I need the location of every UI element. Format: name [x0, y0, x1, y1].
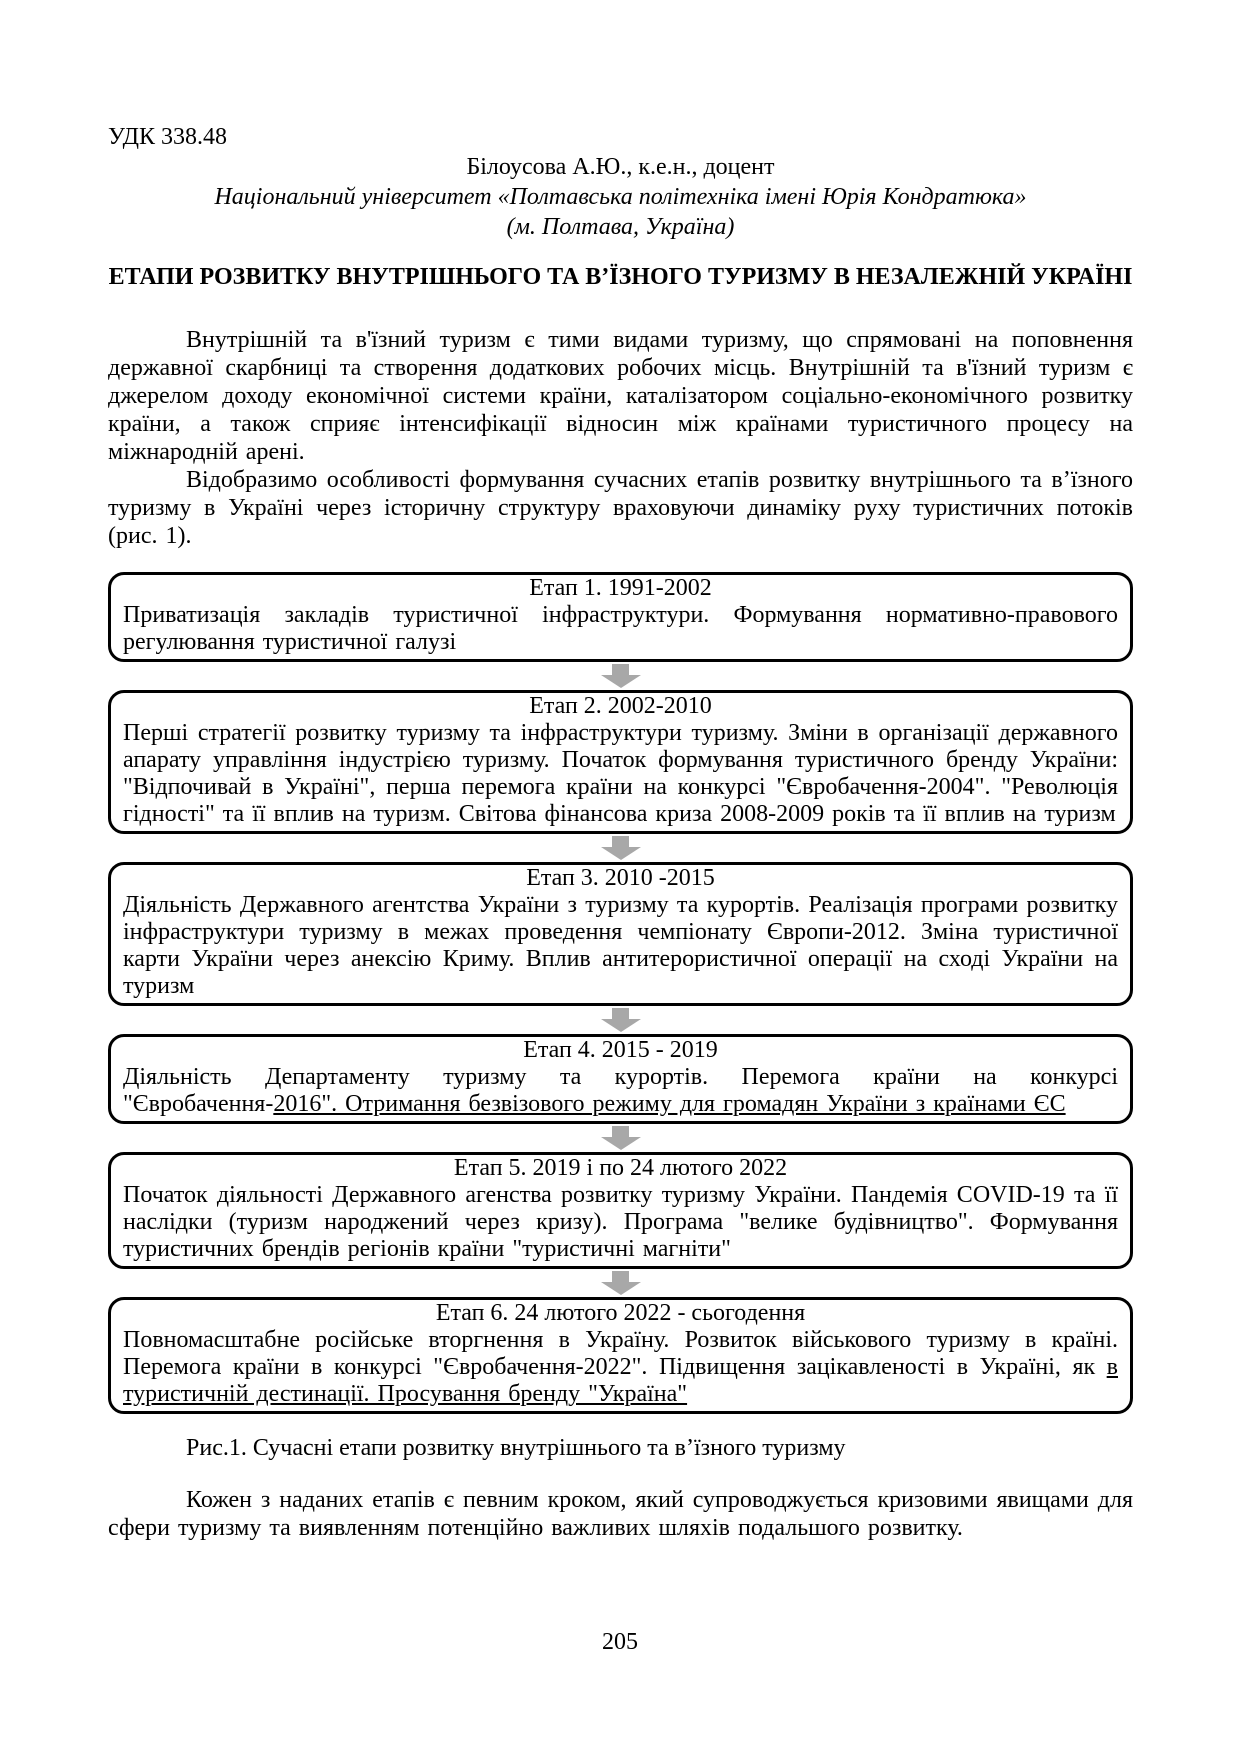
down-arrow-icon	[601, 836, 641, 860]
stage-body	[123, 1064, 1118, 1118]
stages-figure	[108, 572, 1133, 1462]
stage-title: Етап 3. 2010 -2015	[526, 865, 715, 891]
stage-box-6	[108, 1297, 1133, 1414]
stage-body-text: Повномасштабне російське вторгнення в Україну. Розвиток військового туризму в країні. Перемога країни в конкурсі "Євробачення-2022". Підвищення зацікавленості в Україні, як	[123, 1327, 1118, 1380]
arrow-head	[601, 675, 641, 688]
stage-body	[123, 602, 1118, 656]
stage-box-5	[108, 1152, 1133, 1269]
arrow-head	[601, 1137, 641, 1150]
arrow-shaft	[612, 1008, 629, 1019]
location-line: (м. Полтава, Україна)	[506, 214, 735, 240]
stage-body-underlined-text: 2016". Отримання безвізового режиму для громадян України з країнами ЄС	[273, 1091, 1066, 1117]
paragraph-intro: Внутрішній та в'їзний туризм є тими видами туризму, що спрямовані на поповнення державної скарбниці та створення додаткових робочих місць. Внутрішній та в'їзний туризм є джерелом доходу економічної системи країни, каталізатором соціально-економічного розвитку країни, а також сприяє інтенсифікації відносин між країнами туристичного процесу на міжнародній арені.	[108, 327, 1133, 465]
author-line: Білоусова А.Ю., к.е.н., доцент	[466, 154, 775, 180]
article-title: ЕТАПИ РОЗВИТКУ ВНУТРІШНЬОГО ТА В’ЇЗНОГО ТУРИЗМУ В НЕЗАЛЕЖНІЙ УКРАЇНІ	[108, 264, 1133, 290]
stage-title: Етап 5. 2019 і по 24 лютого 2022	[453, 1155, 788, 1181]
down-arrow-icon	[601, 1126, 641, 1150]
arrow-shaft	[612, 1271, 629, 1282]
down-arrow-icon	[601, 1008, 641, 1032]
stage-body	[123, 892, 1118, 1000]
stage-body-text: Діяльність Державного агентства України з туризму та курортів. Реалізація програми розвитку інфраструктури туризму в межах проведення чемпіонату Європи-2012. Зміна туристичної карти України через анексію Криму. Вплив антитерористичної операції на сході України на туризм	[123, 892, 1118, 999]
stage-title: Етап 2. 2002-2010	[529, 693, 712, 719]
stage-title: Етап 4. 2015 - 2019	[523, 1037, 718, 1063]
arrow-head	[601, 1282, 641, 1295]
page-number: 205	[602, 1629, 638, 1655]
stage-body-text: Початок діяльності Державного агенства розвитку туризму України. Пандемія COVID-19 та її наслідки (туризм народжений через кризу). Програма "велике будівництво". Формування туристичних брендів регіонів країни "туристичні магніти"	[123, 1182, 1118, 1262]
arrow-head	[601, 847, 641, 860]
stage-title: Етап 6. 24 лютого 2022 - сьогодення	[435, 1300, 806, 1326]
stage-title: Етап 1. 1991-2002	[529, 575, 712, 601]
arrow-shaft	[612, 1126, 629, 1137]
stage-body-text: Приватизація закладів туристичної інфраструктури. Формування нормативно-правового регулювання туристичної галузі	[123, 602, 1118, 655]
stage-box-2	[108, 690, 1133, 834]
down-arrow-icon	[601, 1271, 641, 1295]
stage-body-underlined-text: в туристичній дестинації. Просування бренду "Україна"	[123, 1354, 1118, 1407]
arrow-shaft	[612, 836, 629, 847]
paragraph-closing: Кожен з наданих етапів є певним кроком, який супроводжується кризовими явищами для сфери туризму та виявленням потенційно важливих шляхів подальшого розвитку.	[108, 1487, 1133, 1541]
stage-body	[123, 1327, 1118, 1408]
stage-body-text: Перші стратегії розвитку туризму та інфраструктури туризму. Зміни в організації державного апарату управління індустрією туризму. Початок формування туристичного бренду України: "Відпочивай в Україні", перша перемога країни на конкурсі "Євробачення-2004". "Революція гідності" та її вплив на туризм. Світова фінансова криза 2008-2009 років та її вплив на туризм	[123, 720, 1118, 827]
stage-box-4	[108, 1034, 1133, 1124]
udc-label: УДК 338.48	[108, 124, 227, 150]
paragraph-figure-lead: Відобразимо особливості формування сучасних етапів розвитку внутрішнього та в’їзного туризму в Україні через історичну структуру враховуючи динаміку руху туристичних потоків (рис. 1).	[108, 467, 1133, 549]
arrow-shaft	[612, 664, 629, 675]
arrow-head	[601, 1019, 641, 1032]
stage-body-text: Діяльність Департаменту туризму та курортів. Перемога країни на конкурсі "Євробачення-	[123, 1064, 1118, 1117]
stage-body	[123, 720, 1118, 828]
stage-box-3	[108, 862, 1133, 1006]
stage-body	[123, 1182, 1118, 1263]
down-arrow-icon	[601, 664, 641, 688]
affiliation-line: Національний університет «Полтавська політехніка імені Юрія Кондратюка»	[214, 184, 1027, 210]
stage-box-1	[108, 572, 1133, 662]
figure-caption: Рис.1. Сучасні етапи розвитку внутрішнього та в’їзного туризму	[186, 1435, 846, 1461]
